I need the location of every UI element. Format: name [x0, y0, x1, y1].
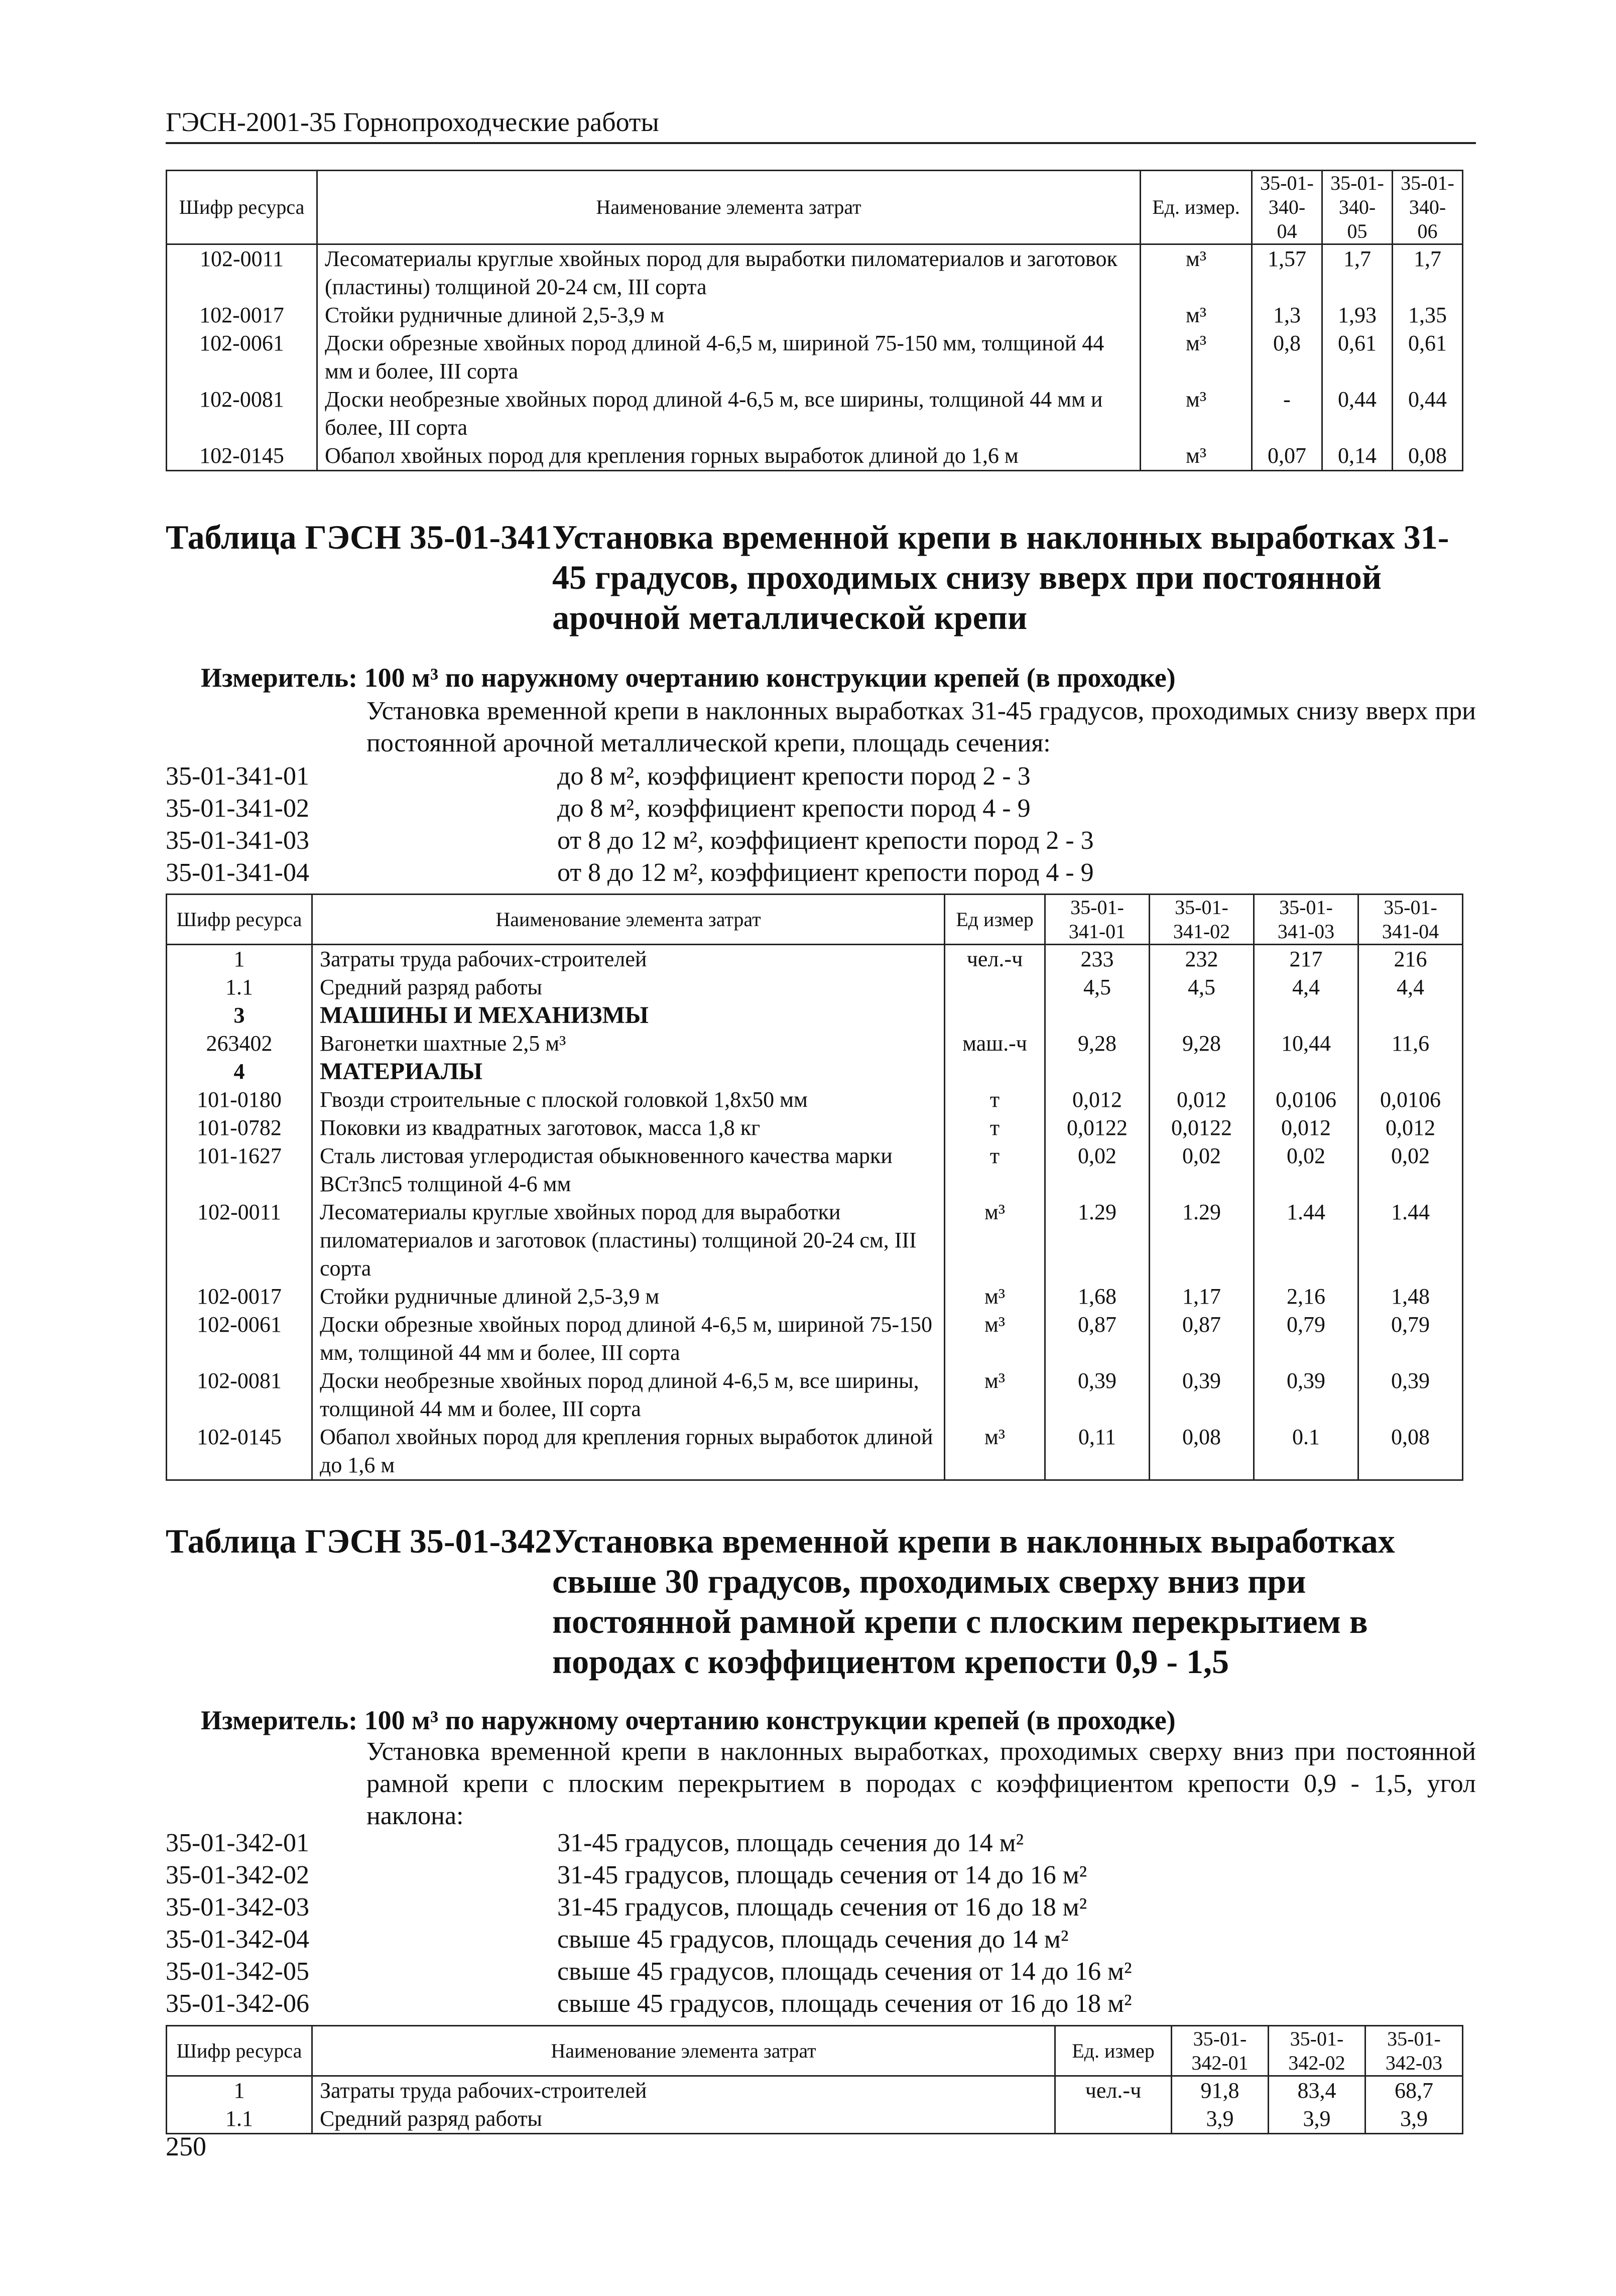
norm-value	[1358, 1001, 1463, 1030]
norm-value: 232	[1150, 945, 1254, 974]
resource-unit: т	[945, 1114, 1045, 1142]
norm-value: 1.29	[1150, 1198, 1254, 1283]
table-section-row	[167, 1058, 1463, 1086]
resource-name: Сталь листовая углеродистая обыкновенного качества марки ВСт3пс5 толщиной 4-6 мм	[312, 1142, 945, 1198]
norm-value: 2,16	[1254, 1283, 1358, 1311]
norm-value: 0,87	[1045, 1311, 1150, 1367]
norm-code: 35-01-342-04	[166, 1925, 309, 1954]
table-row	[167, 244, 1463, 302]
norm-value: 4,5	[1045, 973, 1150, 1001]
norm-code: 35-01-342-03	[166, 1893, 309, 1922]
resource-unit: т	[945, 1086, 1045, 1114]
norm-value: 1,68	[1045, 1283, 1150, 1311]
norm-code: 35-01-342-06	[166, 1989, 309, 2018]
resource-unit: м³	[1141, 329, 1252, 386]
norm-value: 1,17	[1150, 1283, 1254, 1311]
norm-value: 217	[1254, 945, 1358, 974]
resource-unit: маш.-ч	[945, 1030, 1045, 1058]
table-row	[167, 1142, 1463, 1198]
list-item	[166, 760, 1616, 793]
col-header-unit: Ед. измер.	[1141, 171, 1252, 244]
resource-code: 1.1	[167, 973, 312, 1001]
norm-code: 35-01-341-02	[166, 794, 309, 823]
norm-value: 0,012	[1045, 1086, 1150, 1114]
resource-unit: т	[945, 1142, 1045, 1198]
norm-value: 216	[1358, 945, 1463, 974]
section-name: МАТЕРИАЛЫ	[312, 1058, 945, 1086]
resource-name: Доски обрезные хвойных пород длиной 4-6,5 м, шириной 75-150 мм, толщиной 44 мм и более, III сорта	[312, 1311, 945, 1367]
norm-value: 11,6	[1358, 1030, 1463, 1058]
norm-value: 0,79	[1254, 1311, 1358, 1367]
measure-label: Измеритель:	[201, 1705, 358, 1735]
table-row	[167, 329, 1463, 386]
resource-code: 102-0145	[167, 1423, 312, 1480]
norm-text: свыше 45 градусов, площадь сечения от 14 до 16 м²	[557, 1957, 1132, 1986]
table-row	[167, 1423, 1463, 1480]
list-item	[166, 1956, 1616, 1988]
section-title-342	[166, 1521, 1481, 1682]
norm-text: 31-45 градусов, площадь сечения от 16 до 18 м²	[557, 1893, 1087, 1922]
norm-value: 0,02	[1358, 1142, 1463, 1198]
norm-value	[1254, 1058, 1358, 1086]
table-row	[167, 2076, 1463, 2105]
resource-code: 102-0011	[167, 1198, 312, 1283]
norm-value: 1,57	[1252, 244, 1322, 302]
norm-list-342	[166, 1827, 1616, 2020]
norm-value: 0,0106	[1358, 1086, 1463, 1114]
norm-list-341	[166, 760, 1616, 889]
norm-value: 91,8	[1172, 2076, 1269, 2105]
norm-value: 0,07	[1252, 442, 1322, 471]
measure-text: 100 м³ по наружному очертанию конструкции крепей (в проходке)	[364, 663, 1176, 693]
col-header-norm-3: 35-01-342-03	[1365, 2026, 1463, 2076]
norm-value	[1358, 1058, 1463, 1086]
resource-name: Доски необрезные хвойных пород длиной 4-6,5 м, все ширины, толщиной 44 мм и более, III сорта	[317, 386, 1141, 442]
resource-unit: м³	[1141, 386, 1252, 442]
norm-value	[1045, 1001, 1150, 1030]
resource-unit	[945, 1058, 1045, 1086]
resource-code: 102-0061	[167, 329, 317, 386]
col-header-unit: Ед. измер	[1055, 2026, 1172, 2076]
norm-value: 4,5	[1150, 973, 1254, 1001]
page-number: 250	[166, 2131, 206, 2161]
resource-name: Лесоматериалы круглые хвойных пород для выработки пиломатериалов и заготовок (пластины) толщиной 20-24 см, III сорта	[317, 244, 1141, 302]
norm-text: до 8 м², коэффициент крепости пород 4 - 9	[557, 794, 1031, 823]
norm-value: 0,08	[1150, 1423, 1254, 1480]
resource-code: 102-0145	[167, 442, 317, 471]
norm-value: 9,28	[1045, 1030, 1150, 1058]
resource-name: Доски необрезные хвойных пород длиной 4-6,5 м, все ширины, толщиной 44 мм и более, III сорта	[312, 1367, 945, 1423]
list-item	[166, 857, 1616, 889]
table-row	[167, 1367, 1463, 1423]
norm-text: 31-45 градусов, площадь сечения от 14 до 16 м²	[557, 1861, 1087, 1889]
norm-value: 3,9	[1172, 2105, 1269, 2134]
resource-code: 102-0017	[167, 1283, 312, 1311]
norm-value: 1.29	[1045, 1198, 1150, 1283]
norm-value	[1254, 1001, 1358, 1030]
section-name: МАШИНЫ И МЕХАНИЗМЫ	[312, 1001, 945, 1030]
section-code: 4	[167, 1058, 312, 1086]
resource-name: Стойки рудничные длиной 2,5-3,9 м	[317, 301, 1141, 329]
table-number: Таблица ГЭСН 35-01-341	[166, 518, 552, 556]
norm-value: 68,7	[1365, 2076, 1463, 2105]
table-row	[167, 1030, 1463, 1058]
norm-value: 0,0122	[1045, 1114, 1150, 1142]
list-item	[166, 793, 1616, 825]
norm-value: 0,39	[1045, 1367, 1150, 1423]
list-item	[166, 1924, 1616, 1956]
resource-unit: м³	[945, 1311, 1045, 1367]
col-header-name: Наименование элемента затрат	[317, 171, 1141, 244]
norm-text: свыше 45 градусов, площадь сечения от 16 до 18 м²	[557, 1989, 1132, 2018]
norm-value: 0,44	[1322, 386, 1393, 442]
norm-text: свыше 45 градусов, площадь сечения до 14 м²	[557, 1925, 1069, 1954]
table-row	[167, 442, 1463, 471]
resource-code: 102-0081	[167, 386, 317, 442]
norm-value: 0,08	[1393, 442, 1463, 471]
norm-value: 0,44	[1393, 386, 1463, 442]
resource-code: 101-0782	[167, 1114, 312, 1142]
table-row	[167, 945, 1463, 974]
norm-value: 1,93	[1322, 301, 1393, 329]
norm-text: от 8 до 12 м², коэффициент крепости пород 2 - 3	[557, 826, 1094, 855]
norm-text: до 8 м², коэффициент крепости пород 2 - 3	[557, 762, 1031, 791]
resource-name: Обапол хвойных пород для крепления горных выработок длиной до 1,6 м	[317, 442, 1141, 471]
col-header-norm-3: 35-01-341-03	[1254, 895, 1358, 945]
resource-unit: м³	[945, 1367, 1045, 1423]
measure-unit-341	[201, 662, 1176, 694]
resource-unit: м³	[1141, 442, 1252, 471]
norm-value	[1045, 1058, 1150, 1086]
resource-unit: м³	[945, 1198, 1045, 1283]
running-header: ГЭСН-2001-35 Горнопроходческие работы	[166, 107, 659, 137]
norm-value: 0,02	[1254, 1142, 1358, 1198]
col-header-norm-2: 35-01-341-02	[1150, 895, 1254, 945]
col-header-norm-2: 35-01-340-05	[1322, 171, 1393, 244]
measure-text: 100 м³ по наружному очертанию конструкции крепей (в проходке)	[364, 1705, 1176, 1735]
list-item	[166, 1988, 1616, 2020]
norm-code: 35-01-342-01	[166, 1829, 309, 1857]
resource-code: 102-0061	[167, 1311, 312, 1367]
norm-value: 0,08	[1358, 1423, 1463, 1480]
resource-name: Стойки рудничные длиной 2,5-3,9 м	[312, 1283, 945, 1311]
resource-code: 102-0011	[167, 244, 317, 302]
resource-name: Лесоматериалы круглые хвойных пород для выработки пиломатериалов и заготовок (пластины) толщиной 20-24 см, III сорта	[312, 1198, 945, 1283]
norm-value: 0,14	[1322, 442, 1393, 471]
resource-code: 101-1627	[167, 1142, 312, 1198]
resource-name: Средний разряд работы	[312, 973, 945, 1001]
list-item	[166, 1859, 1616, 1891]
table-row	[167, 1283, 1463, 1311]
norm-code: 35-01-341-04	[166, 858, 309, 887]
norm-value: 3,9	[1269, 2105, 1365, 2134]
resource-name: Затраты труда рабочих-строителей	[312, 945, 945, 974]
norm-text: от 8 до 12 м², коэффициент крепости пород 4 - 9	[557, 858, 1094, 887]
norm-value: 3,9	[1365, 2105, 1463, 2134]
table-row	[167, 1114, 1463, 1142]
table-number: Таблица ГЭСН 35-01-342	[166, 1522, 552, 1560]
norm-value: 0,11	[1045, 1423, 1150, 1480]
norm-value: 0,87	[1150, 1311, 1254, 1367]
list-item	[166, 1827, 1616, 1859]
table-title: Установка временной крепи в наклонных выработках 31-45 градусов, проходимых снизу вверх при постоянной арочной металлической крепи	[552, 518, 1449, 636]
resource-code: 1	[167, 945, 312, 974]
resource-code: 1.1	[167, 2105, 312, 2134]
col-header-unit: Ед измер	[945, 895, 1045, 945]
norm-value: 1,7	[1322, 244, 1393, 302]
norm-value: 0,61	[1393, 329, 1463, 386]
norm-value: 0.1	[1254, 1423, 1358, 1480]
norm-value: -	[1252, 386, 1322, 442]
header-divider	[166, 142, 1476, 144]
col-header-norm-1: 35-01-342-01	[1172, 2026, 1269, 2076]
resource-unit: чел.-ч	[945, 945, 1045, 974]
table-row	[167, 301, 1463, 329]
norm-value: 0,012	[1358, 1114, 1463, 1142]
resource-name: Гвозди строительные с плоской головкой 1,8x50 мм	[312, 1086, 945, 1114]
table-row	[167, 1311, 1463, 1367]
norm-code: 35-01-341-03	[166, 826, 309, 855]
norm-value: 0,79	[1358, 1311, 1463, 1367]
section-title-341	[166, 517, 1481, 637]
norm-value: 0,39	[1150, 1367, 1254, 1423]
resource-unit	[945, 1001, 1045, 1030]
resource-name: Вагонетки шахтные 2,5 м³	[312, 1030, 945, 1058]
norm-value: 0,39	[1358, 1367, 1463, 1423]
resource-unit: м³	[1141, 244, 1252, 302]
col-header-name: Наименование элемента затрат	[312, 2026, 1055, 2076]
norm-value: 0,61	[1322, 329, 1393, 386]
norm-code: 35-01-341-01	[166, 762, 309, 791]
resource-code: 102-0081	[167, 1367, 312, 1423]
norm-code: 35-01-342-02	[166, 1861, 309, 1889]
table-row	[167, 386, 1463, 442]
norm-value: 1,35	[1393, 301, 1463, 329]
norm-value: 4,4	[1358, 973, 1463, 1001]
norm-value: 4,4	[1254, 973, 1358, 1001]
resource-name: Поковки из квадратных заготовок, масса 1,8 кг	[312, 1114, 945, 1142]
norm-value: 0,012	[1150, 1086, 1254, 1114]
norm-value: 0,02	[1045, 1142, 1150, 1198]
resource-unit	[945, 973, 1045, 1001]
col-header-norm-1: 35-01-341-01	[1045, 895, 1150, 945]
resource-unit	[1055, 2105, 1172, 2134]
col-header-name: Наименование элемента затрат	[312, 895, 945, 945]
col-header-norm-3: 35-01-340-06	[1393, 171, 1463, 244]
measure-label: Измеритель:	[201, 663, 358, 693]
col-header-code: Шифр ресурса	[167, 171, 317, 244]
resource-code: 101-0180	[167, 1086, 312, 1114]
list-item	[166, 1891, 1616, 1924]
norm-value: 0,0106	[1254, 1086, 1358, 1114]
norm-value: 0,012	[1254, 1114, 1358, 1142]
norm-value: 0,39	[1254, 1367, 1358, 1423]
resource-code: 1	[167, 2076, 312, 2105]
norm-value: 1,48	[1358, 1283, 1463, 1311]
col-header-norm-4: 35-01-341-04	[1358, 895, 1463, 945]
norm-text: 31-45 градусов, площадь сечения до 14 м²	[557, 1829, 1024, 1857]
norm-value: 0,0122	[1150, 1114, 1254, 1142]
norm-value: 0,02	[1150, 1142, 1254, 1198]
resource-table-341	[166, 894, 1463, 1481]
measure-unit-342	[201, 1704, 1176, 1736]
table-row	[167, 2105, 1463, 2134]
section-code: 3	[167, 1001, 312, 1030]
resource-unit: м³	[945, 1423, 1045, 1480]
resource-table-342	[166, 2025, 1463, 2134]
norm-value	[1150, 1001, 1254, 1030]
table-row	[167, 1198, 1463, 1283]
norm-value: 1.44	[1358, 1198, 1463, 1283]
table-row	[167, 973, 1463, 1001]
col-header-norm-1: 35-01-340-04	[1252, 171, 1322, 244]
norm-value: 9,28	[1150, 1030, 1254, 1058]
norm-value	[1150, 1058, 1254, 1086]
resource-name: Средний разряд работы	[312, 2105, 1055, 2134]
col-header-norm-2: 35-01-342-02	[1269, 2026, 1365, 2076]
resource-name: Обапол хвойных пород для крепления горных выработок длиной до 1,6 м	[312, 1423, 945, 1480]
resource-name: Доски обрезные хвойных пород длиной 4-6,5 м, шириной 75-150 мм, толщиной 44 мм и более, III сорта	[317, 329, 1141, 386]
col-header-code: Шифр ресурса	[167, 895, 312, 945]
table-title: Установка временной крепи в наклонных выработках свыше 30 градусов, проходимых сверху вниз при постоянной рамной крепи с плоским перекрытием в породах с коэффициентом крепости 0,9 - 1,5	[552, 1522, 1395, 1681]
table-section-row	[167, 1001, 1463, 1030]
work-description-342: Установка временной крепи в наклонных выработках, проходимых сверху вниз при постоянной рамной крепи с плоским перекрытием в породах с коэффициентом крепости 0,9 - 1,5, угол наклона:	[366, 1737, 1476, 1830]
resource-code: 263402	[167, 1030, 312, 1058]
norm-value: 10,44	[1254, 1030, 1358, 1058]
work-description-341: Установка временной крепи в наклонных выработках 31-45 градусов, проходимых снизу вверх при постоянной арочной металлической крепи, площадь сечения:	[366, 697, 1476, 757]
resource-code: 102-0017	[167, 301, 317, 329]
resource-unit: чел.-ч	[1055, 2076, 1172, 2105]
col-header-code: Шифр ресурса	[167, 2026, 312, 2076]
table-row	[167, 1086, 1463, 1114]
norm-value: 233	[1045, 945, 1150, 974]
list-item	[166, 825, 1616, 857]
norm-value: 1,7	[1393, 244, 1463, 302]
resource-name: Затраты труда рабочих-строителей	[312, 2076, 1055, 2105]
norm-value: 83,4	[1269, 2076, 1365, 2105]
resource-table-340	[166, 170, 1463, 471]
resource-unit: м³	[1141, 301, 1252, 329]
resource-unit: м³	[945, 1283, 1045, 1311]
norm-value: 0,8	[1252, 329, 1322, 386]
norm-code: 35-01-342-05	[166, 1957, 309, 1986]
norm-value: 1.44	[1254, 1198, 1358, 1283]
norm-value: 1,3	[1252, 301, 1322, 329]
